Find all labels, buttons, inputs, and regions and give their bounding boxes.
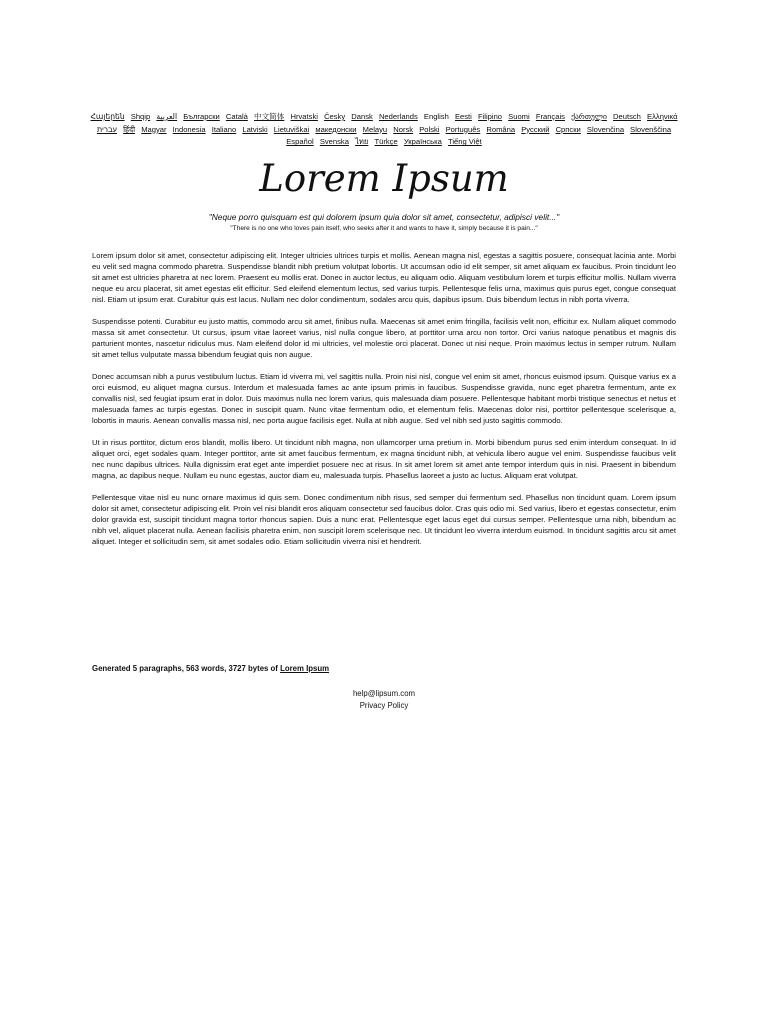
language-link[interactable]: 中文简体 [254,112,285,121]
language-link[interactable]: Türkçe [374,137,398,147]
privacy-policy-link[interactable]: Privacy Policy [359,701,409,710]
language-link[interactable]: Latviski [242,124,268,134]
language-link[interactable]: Հայերեն [90,112,125,121]
english-quote: "There is no one who loves pain itself, who seeks after it and wants to have it, simply because it is pain..." [230,225,538,232]
language-link[interactable]: Español [286,137,314,147]
language-link[interactable]: Nederlands [378,112,418,121]
paragraph: Ut in risus porttitor, dictum eros blandit, mollis libero. Ut tincidunt nibh magna, non ullamcorper urna pretium in. Morbi bibendum purus sed enim interdum consequat. In id aliquet orci, eget sodales quam. Integer porttitor, ante sit amet faucibus fermentum, ex magna tincidunt nibh, at vehicula libero augue vel enim. Suspendisse faucibus velit nec nunc dapibus ultrices. Nulla dignissim erat eget ante imperdiet posuere nec at risus. In sit amet lorem sit amet ante tempor interdum quis in nisi. Praesent in bibendum magna, ac dapibus neque. Nullam eu nunc egestas, auctor diam eu, malesuada turpis. Phasellus laoreet a justo ac luctus. Aliquam erat volutpat. [92,437,676,481]
language-link[interactable]: Eesti [454,112,472,121]
generated-summary [92,663,676,675]
language-line-3 [88,136,680,149]
language-link[interactable]: Česky [324,112,346,121]
language-link[interactable]: हिंदी [123,124,136,134]
help-email[interactable]: help@lipsum.com [352,689,416,698]
language-link[interactable]: Català [225,112,248,121]
latin-quote: "Neque porro quisquam est qui dolorem ipsum quia dolor sit amet, consectetur, adipisci velit..." [208,212,560,222]
language-link[interactable]: Polski [419,124,440,134]
language-link[interactable]: Indonesia [172,124,206,134]
paragraph: Donec accumsan nibh a purus vestibulum luctus. Etiam id viverra mi, vel sagittis nulla. Proin nisi nisl, congue vel enim sit amet, rhoncus euismod ipsum. Quisque varius ex a orci euismod, eu aliquet magna cursus. Interdum et malesuada fames ac ante ipsum primis in faucibus. Suspendisse gravida, nunc eget pharetra fermentum, ante ex convallis nisl, sed feugiat ipsum erat in dolor. Duis maximus nulla nec lorem varius, quis malesuada diam posuere. Pellentesque habitant morbi tristique senectus et netus et malesuada fames ac turpis egestas. Donec in suscipit quam. Nunc vitae fermentum odio, et elementum felis. Maecenas dolor nisi, porttitor pellentesque scelerisque a, lobortis in mauris. Aenean convallis massa nisl, nec porta augue facilisis eget. Nulla at nibh augue. Sed vel nibh sed justo sagittis commodo. [92,371,676,426]
language-link[interactable]: ไทย [355,137,369,147]
language-link[interactable]: العربية [156,112,178,121]
paragraph: Lorem ipsum dolor sit amet, consectetur adipiscing elit. Integer ultricies ultrices turpis et mollis. Aenean magna nisl, egestas a sagittis posuere, consequat lacinia ante. Morbi eu velit sed magna commodo pharetra. Suspendisse blandit nibh pretium volutpat lobortis. Ut accumsan odio id elit semper, sit amet aliquam ex faucibus. Proin tincidunt leo sit amet est ultricies pharetra at nec lorem. Praesent eu mollis erat. Donec in auctor lectus, eu aliquam odio. Aliquam vestibulum lorem et turpis efficitur mollis. Nullam viverra neque eu arcu placerat, sit amet egestas elit efficitur. Sed eleifend elementum lectus, sed varius turpis. Pellentesque felis urna, maximus quis purus eget, congue consequat nisl. Etiam ut ipsum erat. Curabitur quis est lacus. Nullam nec dolor condimentum, sodales arcu quis, dapibus ipsum. Duis bibendum lectus in nibh porta viverra. [92,251,676,305]
language-line-1 [88,111,680,124]
language-link[interactable]: Български [183,112,220,121]
language-link[interactable]: Tiếng Việt [447,137,482,147]
language-link[interactable]: Magyar [141,124,167,134]
language-link[interactable]: Slovenčina [586,124,625,134]
language-link[interactable]: Hrvatski [290,112,318,121]
language-link[interactable]: Melayu [362,124,388,134]
language-link[interactable]: македонски [315,124,357,134]
language-link[interactable]: Filipino [477,112,503,121]
language-link[interactable]: Româna [486,124,516,134]
language-link[interactable]: Shqip [130,112,151,121]
language-link[interactable]: Português [445,124,481,134]
language-link[interactable]: Українська [403,137,442,147]
lorem-ipsum-link[interactable]: Lorem Ipsum [280,664,330,673]
lorem-content [92,250,676,558]
language-link[interactable]: ქართული [571,112,607,121]
language-link[interactable]: Norsk [393,124,414,134]
footer [0,688,768,712]
language-link[interactable]: Српски [555,124,581,134]
language-link[interactable]: Ελληνικά [647,112,678,121]
paragraph: Suspendisse potenti. Curabitur eu justo mattis, commodo arcu sit amet, finibus nulla. Maecenas sit amet enim fringilla, facilisis velit non, efficitur ex. Nullam aliquet commodo massa sit amet consectetur. Ut cursus, ipsum vitae laoreet varius, nisl nulla congue libero, at porttitor urna arcu non tortor. Orci varius natoque penatibus et magnis dis parturient montes, nascetur ridiculus mus. Nam eleifend dolor id mi ultricies, vel molestie orci placerat. Donec ut nisi neque. Proin maximus lectus in semper rutrum. Nullam sit amet tellus vulputate massa bibendum feugiat quis non augue. [92,316,676,360]
language-selector [88,111,680,149]
language-link[interactable]: Deutsch [613,112,641,121]
language-link[interactable]: Français [535,112,565,121]
language-link[interactable]: Slovenščina [630,124,672,134]
language-link[interactable]: עברית [96,124,117,134]
language-link[interactable]: Svenska [319,137,349,147]
page-title: Lorem Ipsum [259,157,509,200]
language-link[interactable]: Italiano [211,124,237,134]
generated-text: Generated 5 paragraphs, 563 words, 3727 bytes of [92,664,281,673]
language-link[interactable]: Suomi [508,112,530,121]
language-link: English [423,112,449,121]
language-link[interactable]: Pyccкий [521,124,550,134]
language-link[interactable]: Lietuviškai [273,124,310,134]
paragraph: Pellentesque vitae nisl eu nunc ornare maximus id quis sem. Donec condimentum nibh risus, sed semper dui fermentum sed. Phasellus non tincidunt quam. Lorem ipsum dolor sit amet, consectetur adipiscing elit. Proin vel nisi blandit eros aliquam consectetur sed faucibus dolor. Cras quis odio mi. Sed varius, libero et egestas consectetur, enim dolor gravida est, suscipit tincidunt magna tortor rhoncus sapien. Duis a nunc erat. Pellentesque eget lacus eget dui cursus semper. Pellentesque urna nibh, bibendum ac nibh vel, aliquet placerat nulla. Aenean facilisis pharetra enim, non suscipit lorem scelerisque nec. Ut tincidunt leo viverra interdum euismod. In tincidunt sagittis arcu sit amet aliquet. Integer et sollicitudin sem, sit amet sodales odio. Etiam sollicitudin viverra nisi et hendrerit. [92,492,676,547]
language-link[interactable]: Dansk [351,112,373,121]
language-line-2 [88,124,680,137]
